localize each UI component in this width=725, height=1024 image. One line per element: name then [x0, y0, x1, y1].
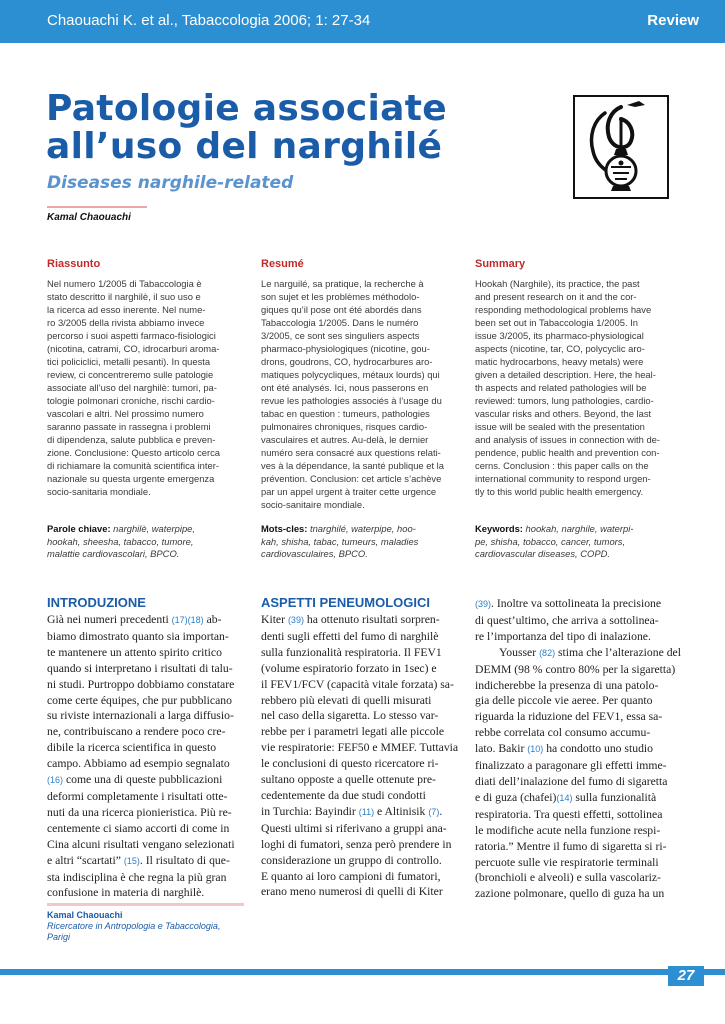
body-line [261, 804, 460, 821]
reference-link[interactable]: (15) [123, 855, 140, 866]
text-line: di richiamare la comunità scientifica inter- [47, 460, 219, 471]
body-line [47, 693, 245, 709]
body-line [475, 741, 677, 758]
text-line: revue les pathologies associés à l’usage du [261, 395, 442, 406]
article-title [46, 90, 447, 166]
title-line: all’uso del narghilé [46, 126, 443, 167]
body-line [47, 789, 245, 805]
keywords-text: narghilè, waterpipe, [110, 523, 196, 534]
reference-link[interactable]: (16) [47, 775, 64, 786]
body-line [47, 629, 245, 645]
body-line [261, 629, 460, 645]
body-text: . Il risultato di que- [139, 853, 230, 867]
body-line [261, 884, 460, 900]
body-text: ratoria.” Mentre il fumo di sigaretta si ri- [475, 839, 667, 853]
text-line: th aspects and related pathologies will be [475, 382, 647, 393]
text-line: vasculaires et autres. Au-delà, le dernier [261, 434, 429, 445]
body-line [47, 837, 245, 853]
body-line [47, 772, 245, 789]
reference-link[interactable]: (39) [287, 615, 304, 625]
body-text: di quest’ultimo, che arriva a sottolinea- [475, 613, 659, 627]
body-text: considerazione un gruppo di controllo. [261, 853, 442, 867]
body-text: . Inoltre va sottolineata la precisione [491, 597, 662, 610]
body-text: ha condotto uno studio [543, 742, 654, 756]
body-line [261, 693, 460, 709]
journal-header-bar [0, 0, 725, 43]
body-text: denti sugli effetti del fumo di narghilè [261, 629, 439, 643]
text-line: matic hydrocarbons, heavy metals) were [475, 356, 644, 367]
body-line [47, 853, 245, 870]
body-line [475, 870, 677, 886]
body-text: come una di queste pubblicazioni [63, 773, 223, 787]
body-text: sultano opposte a quelle ottenute pre- [261, 773, 436, 787]
text-line: international community to respond urgen- [475, 473, 651, 484]
body-text: centemente ci siamo accorti di come in [47, 821, 230, 835]
body-line [475, 758, 677, 774]
body-line [475, 855, 677, 871]
body-text: nuti da una ricerca pionieristica. Più re- [47, 805, 232, 819]
body-text: biamo dimostrato quanto sia importan- [47, 629, 229, 643]
narghile-logo [573, 95, 669, 199]
body-line [261, 724, 460, 740]
journal-citation: Chaouachi K. et al., Tabaccologia 2006; 1: 27-34 [47, 12, 371, 29]
body-line [261, 869, 460, 885]
article-type-label: Review [647, 12, 699, 29]
keywords-line: kah, shisha, tabac, tumeurs, maladies [261, 535, 419, 547]
body-text: le modifiche acute nella funzione respi- [475, 823, 661, 837]
reference-link[interactable]: (17)(18) [171, 615, 204, 625]
body-line [261, 772, 460, 788]
body-text: campo. Abbiamo ad esempio segnalato [47, 757, 230, 771]
body-text: nel caso della sigaretta. Lo stesso var- [261, 709, 439, 723]
body-text: sulla funzionalità [572, 790, 657, 804]
text-line: reviewed: tumors, lung pathologies, cardio- [475, 395, 654, 406]
body-line [261, 756, 460, 772]
body-text: (volume espiratorio forzato in 1sec) e [261, 661, 437, 675]
text-line: pulmonaires chroniques, risques cardio- [261, 421, 428, 432]
body-text: erano meno numerosi di quelli di Kiter [261, 885, 443, 899]
body-line [261, 788, 460, 804]
text-line: tabac en question : tumeurs, pathologies [261, 408, 430, 419]
body-text: indicherebbe la presenza di una patolo- [475, 678, 659, 692]
body-text: respiratoria. Tra questi effetti, sottolinea [475, 807, 663, 821]
text-line: Nel numero 1/2005 di Tabaccologia è [47, 278, 202, 289]
body-line [475, 886, 677, 902]
text-line: ves à la dépendance, la santé publique et la [261, 460, 444, 471]
body-line [47, 708, 245, 724]
text-line: di dipendenza, salute pubblica e preven- [47, 434, 216, 445]
text-line: ont été analysés. Ici, nous passerons en [261, 382, 429, 393]
body-text: il FEV1/FCV (capacità vitale forzata) sa- [261, 677, 454, 691]
keywords-line: cardiovascular diseases, COPD. [475, 548, 610, 559]
reference-link[interactable]: (82) [539, 647, 556, 658]
body-line [261, 677, 460, 693]
text-line: percorso i suoi aspetti farmaco-fisiologici [47, 330, 216, 341]
body-text: e altri “scartati” [47, 853, 124, 867]
body-line [47, 756, 245, 772]
section-heading-aspetti-pneumologici: ASPETTI PENEUMOLOGICI [261, 595, 431, 610]
text-line: been set out in Tabaccologia 1/2005. In [475, 317, 638, 328]
body-text: e di guza (chafei) [475, 790, 557, 804]
body-line [261, 661, 460, 677]
abstract-heading-riassunto: Riassunto [47, 258, 101, 270]
body-text: E quanto ai loro campioni di fumatori, [261, 869, 441, 883]
keywords-line [475, 523, 675, 536]
reference-link[interactable]: (7) [428, 806, 440, 817]
body-column-introduzione [47, 612, 245, 901]
text-line: matiques polycycliques, métaux lourds) qui [261, 369, 440, 380]
text-line: nazionale su questa urgente emergenza [47, 473, 215, 484]
body-line [475, 613, 677, 629]
body-line [47, 740, 245, 756]
body-line [475, 839, 677, 855]
text-line: drons, goudrons, CO, hydrocarbures aro- [261, 356, 433, 367]
reference-link[interactable]: (10) [527, 744, 544, 755]
body-text: cedentemente da due studi condotti [261, 788, 426, 802]
body-column-aspetti-pneumologici [261, 612, 460, 900]
keywords-riassunto [47, 523, 247, 561]
body-text: sulla funzionalità respiratoria. Il FEV1 [261, 645, 442, 659]
body-line [475, 629, 677, 645]
body-text: lato. Bakir [475, 742, 528, 756]
body-line [47, 677, 245, 693]
title-line: Patologie associate [46, 88, 447, 129]
text-line: Hookah (Narghile), its practice, the past [475, 278, 640, 289]
body-text: le conclusioni di questo ricercatore ri- [261, 757, 439, 771]
author-rule [47, 206, 147, 208]
body-line [261, 740, 460, 756]
text-line: issue 3/2005, its pharmaco-physiological [475, 330, 644, 341]
section-heading-introduzione: INTRODUZIONE [47, 595, 146, 610]
body-text: confusione in materia di narghilè. [47, 886, 205, 900]
body-text: finalizzato a paragonare gli effetti imme- [475, 759, 667, 773]
body-text: Già nei numeri precedenti [47, 613, 172, 626]
keywords-line: malattie cardiovascolari, BPCO. [47, 548, 180, 559]
body-text: in Turchia: Bayindir [261, 804, 359, 818]
text-line: socio-sanitaire mondiale. [261, 499, 365, 510]
body-line [475, 645, 681, 662]
author-name: Kamal Chaouachi [47, 212, 131, 223]
body-line [47, 612, 245, 629]
body-text: . [439, 804, 443, 818]
abstract-riassunto [47, 277, 243, 498]
body-text: dibile la ricerca scientifica in questo [47, 741, 217, 755]
body-text: percuote sulle vie respiratorie terminali [475, 855, 659, 869]
body-line [475, 693, 677, 709]
text-line: cerns. Conclusion : this paper calls on the [475, 460, 649, 471]
body-line [475, 596, 677, 613]
keywords-line [47, 523, 247, 536]
body-text: su riviste internazionali a larga diffusio- [47, 709, 234, 723]
text-line: pendence, public health and prevention con- [475, 447, 660, 458]
keywords-summary [475, 523, 675, 561]
body-text: deformi completamente i risultati otte- [47, 789, 228, 803]
abstract-summary [475, 277, 675, 498]
body-text: Questi ultimi si riferivano a gruppi ana- [261, 821, 447, 835]
reference-link[interactable]: (39) [475, 599, 492, 609]
text-line: (nicotina, catrami, CO, idrocarburi aroma- [47, 343, 220, 354]
body-text: Yousser [499, 645, 540, 659]
body-text: sta indisciplina è che regna la più gran [47, 870, 227, 884]
body-column-continued [475, 596, 681, 902]
body-line [475, 823, 677, 839]
text-line: aspects (nicotine, tar, CO, polycyclic aro- [475, 343, 645, 354]
body-line [47, 661, 245, 677]
keywords-line: cardiovasculaires, BPCO. [261, 548, 368, 559]
text-line: tici policiclici, metalli pesanti). In questa [47, 356, 211, 367]
footnote-author: Kamal Chaouachi [47, 910, 123, 920]
text-line: and present research on it and the cor- [475, 291, 637, 302]
keywords-text: hookah, narghile, waterpi- [522, 523, 634, 534]
body-line [261, 612, 460, 629]
text-line: prévention. Conclusion: cet article s’achève [261, 473, 442, 484]
text-line: tly to this world public health emergency. [475, 486, 644, 497]
text-line: numéro sera consacré aux questions relati- [261, 447, 441, 458]
body-line [47, 724, 245, 740]
body-line [261, 837, 460, 853]
body-text: rebbero più elevati di quelli misurati [261, 693, 432, 707]
text-line: associate all’uso del narghilè: tumori, pa- [47, 382, 217, 393]
body-line [261, 645, 460, 661]
keywords-resume [261, 523, 461, 561]
footnote-rule [47, 903, 244, 906]
text-line: saranno passate in rassegna i problemi [47, 421, 211, 432]
text-line: responding methodological problems have [475, 304, 652, 315]
reference-link[interactable]: (14) [556, 792, 573, 803]
body-text: ha ottenuto risultati sorpren- [303, 613, 440, 626]
body-text: Kiter [261, 613, 288, 626]
text-line: issue will be sealed with the presentation [475, 421, 645, 432]
keywords-label: Mots-cles: [261, 523, 308, 534]
text-line: vascolari e altri. Nel prossimo numero [47, 408, 204, 419]
text-line: 3/2005, ce sont ses singuliers aspects [261, 330, 420, 341]
text-line: Tabaccologia 1/2005. Dans le numéro [261, 317, 419, 328]
body-line [47, 885, 245, 901]
reference-link[interactable]: (11) [358, 806, 375, 817]
body-text: Cina alcuni risultati vengano selezionati [47, 837, 235, 851]
body-line [261, 708, 460, 724]
body-text: stima che l’alterazione del [555, 645, 681, 659]
text-line: ro 3/2005 della rivista abbiamo invece [47, 317, 205, 328]
body-line [475, 678, 677, 694]
affiliation-line: Parigi [47, 932, 71, 942]
body-line [475, 662, 677, 678]
affiliation-line: Ricercatore in Antropologia e Tabaccologia, [47, 921, 221, 931]
body-text: come certe équipes, che pur pubblicano [47, 693, 232, 707]
body-text: ni studi. Purtroppo dobbiamo constatare [47, 677, 235, 691]
body-text: gia delle piccole vie aeree. Per quanto [475, 694, 653, 708]
text-line: Le narguilé, sa pratique, la recherche à [261, 278, 424, 289]
body-line [475, 774, 677, 790]
body-text: re l’importanza del tipo di inalazione. [475, 629, 651, 643]
body-text: ab- [203, 613, 222, 626]
keywords-label: Parole chiave: [47, 523, 111, 534]
body-line [47, 821, 245, 837]
body-text: rebbe correlata col consumo accumu- [475, 726, 651, 740]
keywords-text: tnarghilé, waterpipe, hoo- [307, 523, 416, 534]
body-text: loghi di fumatori, senza però prendere in [261, 837, 452, 851]
body-text: te mantenere un attento spirito critico [47, 645, 222, 659]
text-line: par un appel urgent à traiter cette urgence [261, 486, 437, 497]
body-line [261, 853, 460, 869]
body-line [475, 807, 677, 823]
text-line: zione. Conclusione: Questo articolo cerca [47, 447, 221, 458]
footer-bar [0, 969, 725, 975]
footnote-affiliation [47, 921, 220, 943]
body-line [475, 725, 677, 741]
body-line [475, 790, 677, 807]
abstract-resume [261, 277, 460, 511]
body-line [47, 645, 245, 661]
article-subtitle: Diseases narghile-related [47, 173, 294, 193]
text-line: son sujet et les problèmes méthodolo- [261, 291, 420, 302]
body-text: diati dell’inalazione del fumo di sigaretta [475, 774, 668, 788]
text-line: vascular risks and others. Beyond, the last [475, 408, 652, 419]
body-text: DEMM (98 % contro 80% per la sigaretta) [475, 662, 676, 676]
text-line: given a detailed description. Here, the heal- [475, 369, 656, 380]
text-line: tologie polmonari croniche, rischi cardio- [47, 395, 215, 406]
body-line [47, 805, 245, 821]
text-line: giques qu’il pose ont été abordés dans [261, 304, 422, 315]
body-text: riguarda la riduzione del FEV1, essa sa- [475, 710, 663, 724]
page-number: 27 [668, 966, 704, 986]
abstract-heading-resume: Resumé [261, 258, 304, 270]
body-text: rebbe per i parametri legati alle piccole [261, 725, 445, 739]
body-line [475, 709, 677, 725]
text-line: review, ci concentreremo sulle patologie [47, 369, 214, 380]
body-text: ne, contribuiscano a rendere poco cre- [47, 725, 226, 739]
text-line: la ricerca ad esso inerente. Nel nume- [47, 304, 206, 315]
abstract-heading-summary: Summary [475, 258, 526, 270]
body-text: zazione polmonare, quello di guza ha un [475, 887, 665, 901]
body-line [261, 821, 460, 837]
text-line: pharmaco-physiologiques (nicotine, gou- [261, 343, 430, 354]
text-line: socio-sanitaria mondiale. [47, 486, 151, 497]
text-line: stato descritto il narghilè, il suo uso e [47, 291, 201, 302]
keywords-label: Keywords: [475, 523, 523, 534]
body-text: vie respiratorie: FEF50 e MMEF. Tuttavia [261, 741, 459, 755]
keywords-line [261, 523, 461, 536]
text-line: and analysis of issues in connection with de- [475, 434, 661, 445]
body-line [47, 870, 245, 886]
body-text: e Altinisik [374, 804, 429, 818]
keywords-line: pe, shisha, tobacco, cancer, tumors, [475, 535, 626, 547]
narghile-icon [575, 97, 667, 197]
keywords-line: hookah, sheesha, tabacco, tumore, [47, 535, 194, 547]
body-text: (bronchioli e alveoli) e sulla vascolariz- [475, 871, 661, 885]
body-text: quando si interpretano i risultati di talu- [47, 661, 233, 675]
